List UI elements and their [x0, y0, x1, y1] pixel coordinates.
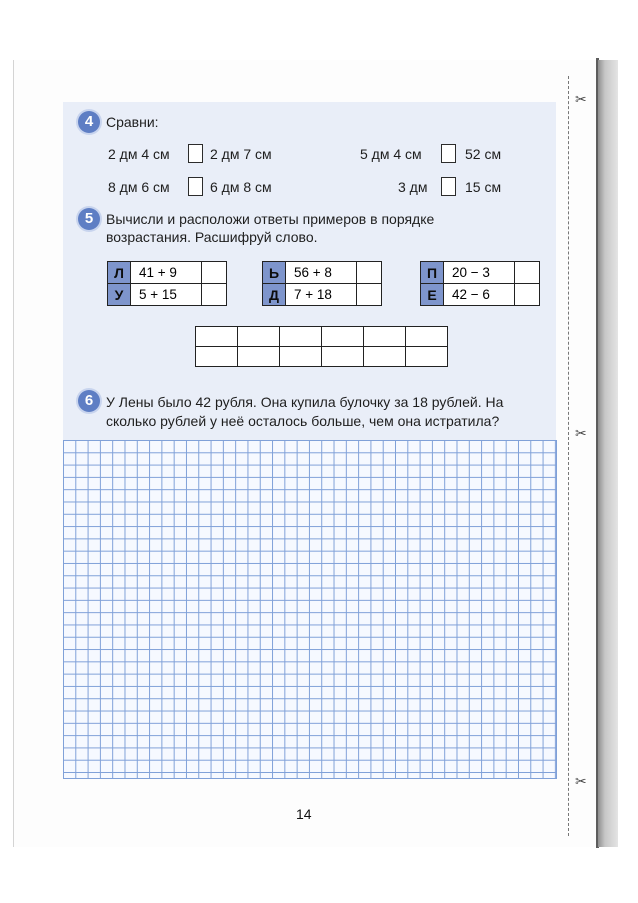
grid-cell[interactable]	[322, 347, 364, 367]
example-row	[263, 262, 382, 284]
example-row	[108, 262, 227, 284]
example-expression: 20 − 3	[444, 262, 515, 284]
cipher-letter: П	[421, 262, 444, 284]
comparison-box[interactable]	[188, 177, 203, 196]
cipher-letter: Л	[108, 262, 131, 284]
grid-cell[interactable]	[238, 347, 280, 367]
grid-cell[interactable]	[238, 327, 280, 347]
task5-text-line2: возрастания. Расшифруй слово.	[106, 229, 318, 245]
comparison-right: 2 дм 7 см	[210, 146, 272, 162]
answer-cell[interactable]	[202, 262, 227, 284]
answer-cell[interactable]	[515, 284, 540, 306]
example-expression: 5 + 15	[131, 284, 202, 306]
grid-cell[interactable]	[196, 327, 238, 347]
comparison-box[interactable]	[441, 144, 456, 163]
comparison-box[interactable]	[188, 144, 203, 163]
cipher-letter: Ь	[263, 262, 286, 284]
task6-text-line2: сколько рублей у неё осталось больше, чем она истратила?	[106, 413, 500, 429]
grid-cell[interactable]	[322, 327, 364, 347]
example-expression: 56 + 8	[286, 262, 357, 284]
comparison-left: 3 дм	[398, 179, 428, 195]
squared-answer-field[interactable]	[63, 440, 557, 779]
example-row	[421, 284, 540, 306]
grid-cell[interactable]	[406, 347, 448, 367]
task-number-5: 5	[78, 208, 100, 230]
cipher-letter: Д	[263, 284, 286, 306]
example-expression: 41 + 9	[131, 262, 202, 284]
grid-cell[interactable]	[406, 327, 448, 347]
example-row	[108, 284, 227, 306]
example-expression: 7 + 18	[286, 284, 357, 306]
comparison-right: 6 дм 8 см	[210, 179, 272, 195]
page-edge-shadow	[598, 60, 618, 847]
examples-table	[420, 261, 540, 306]
grid-cell[interactable]	[364, 327, 406, 347]
task5-text-line1: Вычисли и расположи ответы примеров в порядке	[106, 211, 435, 227]
task-number-4: 4	[78, 111, 100, 133]
comparison-left: 5 дм 4 см	[360, 146, 422, 162]
comparison-right: 15 см	[465, 179, 502, 195]
scissors-icon: ✂	[575, 92, 587, 108]
cipher-letter: У	[108, 284, 131, 306]
examples-table	[107, 261, 227, 306]
page-number: 14	[296, 806, 312, 822]
example-expression: 42 − 6	[444, 284, 515, 306]
grid-cell[interactable]	[196, 347, 238, 367]
answer-cell[interactable]	[357, 284, 382, 306]
examples-table	[262, 261, 382, 306]
cut-line	[568, 76, 569, 836]
grid-cell[interactable]	[364, 347, 406, 367]
comparison-left: 8 дм 6 см	[108, 179, 170, 195]
grid-cell[interactable]	[280, 327, 322, 347]
cipher-letter: Е	[421, 284, 444, 306]
task4-title: Сравни:	[106, 114, 159, 130]
task-number-6: 6	[78, 390, 100, 412]
answer-cell[interactable]	[357, 262, 382, 284]
comparison-box[interactable]	[441, 177, 456, 196]
scissors-icon: ✂	[575, 774, 587, 790]
scissors-icon: ✂	[575, 426, 587, 442]
decoded-word-grid	[195, 326, 448, 367]
example-row	[263, 284, 382, 306]
comparison-right: 52 см	[465, 146, 502, 162]
example-row	[421, 262, 540, 284]
task6-text-line1: У Лены было 42 рубля. Она купила булочку за 18 рублей. На	[106, 394, 504, 410]
grid-cell[interactable]	[280, 347, 322, 367]
answer-cell[interactable]	[202, 284, 227, 306]
comparison-left: 2 дм 4 см	[108, 146, 170, 162]
answer-cell[interactable]	[515, 262, 540, 284]
